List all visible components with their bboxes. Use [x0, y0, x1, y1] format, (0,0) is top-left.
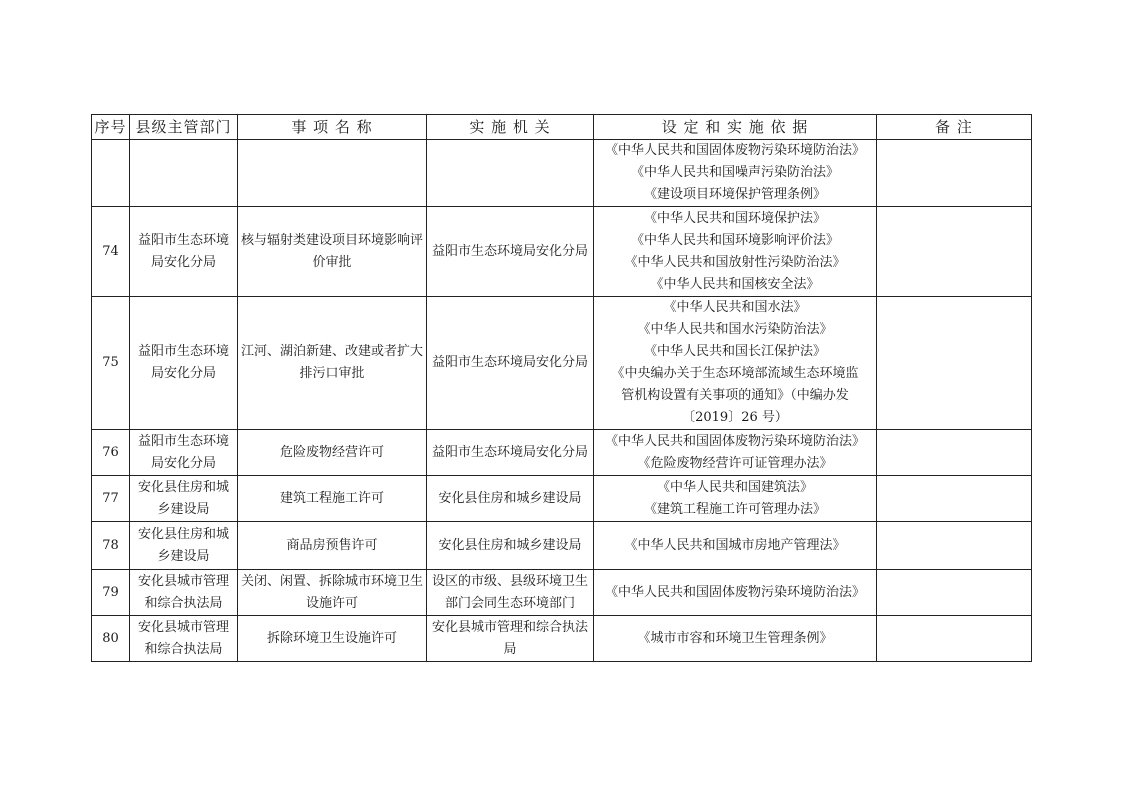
table-row	[92, 297, 1032, 430]
cell-seq: 78	[92, 522, 130, 570]
basis-line: 《中华人民共和国噪声污染防治法》	[630, 165, 839, 180]
header-basis: 设 定 和 实 施 依 据	[594, 115, 877, 140]
basis-line: 《中华人民共和国环境保护法》	[643, 210, 826, 226]
cell-org	[427, 522, 594, 570]
table-row	[92, 430, 1032, 476]
cell-dept	[130, 522, 238, 570]
cell-org	[427, 140, 594, 207]
basis-line: 《危险废物经营许可证管理办法》	[637, 455, 833, 471]
permit-table	[91, 114, 1032, 662]
basis-line: 《中华人民共和国核安全法》	[650, 276, 820, 292]
cell-seq: 76	[92, 430, 130, 476]
org-text: 益阳市生态环境局安化分局	[431, 355, 588, 370]
cell-item	[238, 522, 427, 570]
org-text: 设区的市级、县级环境卫生部门会同生态环境部门	[431, 573, 588, 611]
cell-basis	[594, 522, 877, 570]
org-text: 安化县城市管理和综合执法局	[431, 619, 588, 657]
cell-basis	[594, 476, 877, 522]
header-org: 实 施 机 关	[427, 115, 594, 140]
cell-basis	[594, 140, 877, 207]
cell-item	[238, 476, 427, 522]
header-note: 备 注	[877, 115, 1032, 140]
header-row	[92, 115, 1032, 140]
basis-line: 《中华人民共和国水法》	[663, 300, 807, 315]
basis-line: 《中华人民共和国长江保护法》	[643, 344, 826, 359]
item-text: 拆除环境卫生设施许可	[266, 630, 397, 646]
cell-note	[877, 476, 1032, 522]
item-text: 江河、湖泊新建、改建或者扩大排污口审批	[240, 344, 423, 381]
dept-text: 安化县住房和城乡建设局	[137, 526, 229, 564]
basis-line: 《中华人民共和国固体废物污染环境防治法》	[604, 584, 865, 600]
dept-text: 安化县城市管理和综合执法局	[137, 619, 229, 657]
dept-text: 益阳市生态环境局安化分局	[137, 433, 229, 471]
item-text: 核与辐射类建设项目环境影响评价审批	[240, 232, 423, 270]
cell-note	[877, 522, 1032, 570]
basis-line: 〔2019〕26 号）	[682, 410, 788, 425]
table-row	[92, 522, 1032, 570]
header-seq: 序号	[92, 115, 130, 140]
cell-basis	[594, 570, 877, 616]
item-text: 建筑工程施工许可	[279, 490, 384, 506]
basis-line: 《建设项目环境保护管理条例》	[643, 187, 826, 202]
cell-note	[877, 140, 1032, 207]
cell-dept	[130, 476, 238, 522]
org-text: 益阳市生态环境局安化分局	[431, 444, 588, 460]
item-text: 商品房预售许可	[286, 537, 378, 553]
cell-item	[238, 430, 427, 476]
basis-line: 《城市市容和环境卫生管理条例》	[637, 630, 833, 646]
cell-item	[238, 570, 427, 616]
cell-org	[427, 297, 594, 430]
header-item: 事 项 名 称	[238, 115, 427, 140]
cell-dept	[130, 140, 238, 207]
cell-dept	[130, 207, 238, 297]
basis-line: 《中央编办关于生态环境部流域生态环境监	[611, 366, 859, 381]
cell-note	[877, 430, 1032, 476]
cell-seq	[92, 140, 130, 207]
cell-seq: 77	[92, 476, 130, 522]
cell-seq: 80	[92, 616, 130, 662]
basis-line: 《建筑工程施工许可管理办法》	[643, 501, 826, 517]
org-text: 益阳市生态环境局安化分局	[431, 243, 588, 259]
cell-org	[427, 570, 594, 616]
cell-basis	[594, 616, 877, 662]
cell-basis	[594, 207, 877, 297]
item-text: 关闭、闲置、拆除城市环境卫生设施许可	[240, 573, 423, 611]
cell-org	[427, 430, 594, 476]
org-text: 安化县住房和城乡建设局	[438, 537, 582, 553]
basis-line: 《中华人民共和国建筑法》	[656, 479, 813, 495]
cell-seq: 75	[92, 297, 130, 430]
basis-line: 《中华人民共和国水污染防治法》	[637, 322, 833, 337]
cell-basis	[594, 430, 877, 476]
org-text: 安化县住房和城乡建设局	[438, 490, 582, 506]
cell-item	[238, 207, 427, 297]
dept-text: 益阳市生态环境局安化分局	[137, 344, 229, 381]
cell-dept	[130, 297, 238, 430]
cell-org	[427, 616, 594, 662]
item-text: 危险废物经营许可	[279, 444, 384, 460]
basis-line: 《中华人民共和国放射性污染防治法》	[624, 254, 846, 270]
cell-dept	[130, 570, 238, 616]
cell-note	[877, 207, 1032, 297]
basis-line: 《中华人民共和国环境影响评价法》	[630, 232, 839, 248]
table-row	[92, 207, 1032, 297]
cell-item	[238, 140, 427, 207]
cell-org	[427, 476, 594, 522]
table-row	[92, 616, 1032, 662]
basis-line: 《中华人民共和国固体废物污染环境防治法》	[604, 433, 865, 449]
basis-line: 管机构设置有关事项的通知》（中编办发	[621, 388, 849, 403]
cell-note	[877, 570, 1032, 616]
cell-seq: 79	[92, 570, 130, 616]
cell-org	[427, 207, 594, 297]
cell-dept	[130, 616, 238, 662]
cell-item	[238, 297, 427, 430]
cell-note	[877, 616, 1032, 662]
cell-dept	[130, 430, 238, 476]
dept-text: 益阳市生态环境局安化分局	[137, 232, 229, 270]
table-row	[92, 570, 1032, 616]
basis-line: 《中华人民共和国城市房地产管理法》	[624, 537, 846, 553]
dept-text: 安化县住房和城乡建设局	[137, 479, 229, 517]
basis-line: 《中华人民共和国固体废物污染环境防治法》	[604, 143, 865, 158]
cell-seq: 74	[92, 207, 130, 297]
table-row	[92, 476, 1032, 522]
table-row	[92, 140, 1032, 207]
cell-item	[238, 616, 427, 662]
header-dept: 县级主管部门	[130, 115, 238, 140]
cell-basis	[594, 297, 877, 430]
cell-note	[877, 297, 1032, 430]
dept-text: 安化县城市管理和综合执法局	[137, 573, 229, 611]
